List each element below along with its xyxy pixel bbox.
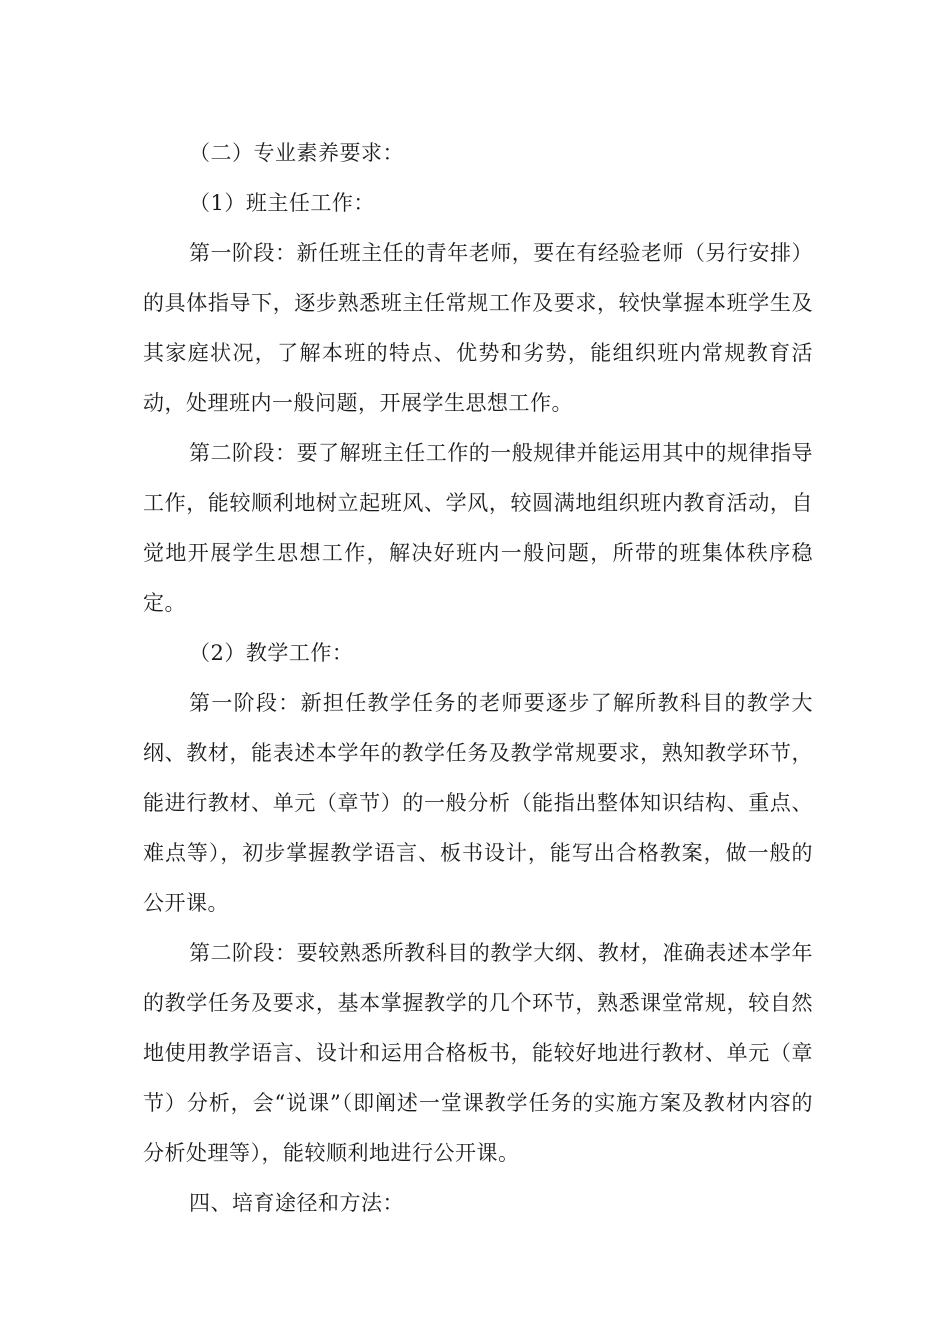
- document-body: [143, 128, 813, 1228]
- paragraph-head-teacher-stage-1: 第一阶段：新任班主任的青年老师，要在有经验老师（另行安排）的具体指导下，逐步熟悉班主任常规工作及要求，较快掌握本班学生及其家庭状况，了解本班的特点、优势和劣势，能组织班内常规教育活动，处理班内一般问题，开展学生思想工作。: [143, 241, 813, 415]
- subsection-title-teaching: （2）教学工作：: [189, 641, 354, 665]
- next-section-heading: 四、培育途径和方法：: [189, 1191, 404, 1215]
- paragraph-head-teacher-stage-2: 第二阶段：要了解班主任工作的一般规律并能运用其中的规律指导工作，能较顺利地树立起班风、学风，较圆满地组织班内教育活动，自觉地开展学生思想工作，解决好班内一般问题，所带的班集体秩序稳定。: [143, 441, 813, 615]
- section-heading: （二）专业素养要求：: [189, 141, 404, 165]
- paragraph-teaching-stage-2: 第二阶段：要较熟悉所教科目的教学大纲、教材，准确表述本学年的教学任务及要求，基本掌握教学的几个环节，熟悉课堂常规，较自然地使用教学语言、设计和运用合格板书，能较好地进行教材、单元（章节）分析，会“说课”（即阐述一堂课教学任务的实施方案及教材内容的分析处理等），能较顺利地进行公开课。: [143, 941, 813, 1165]
- subsection-title-head-teacher: （1）班主任工作：: [189, 191, 375, 215]
- paragraph-teaching-stage-1: 第一阶段：新担任教学任务的老师要逐步了解所教科目的教学大纲、教材，能表述本学年的教学任务及教学常规要求，熟知教学环节，能进行教材、单元（章节）的一般分析（能指出整体知识结构、重点、难点等），初步掌握教学语言、板书设计，能写出合格教案，做一般的公开课。: [143, 691, 813, 915]
